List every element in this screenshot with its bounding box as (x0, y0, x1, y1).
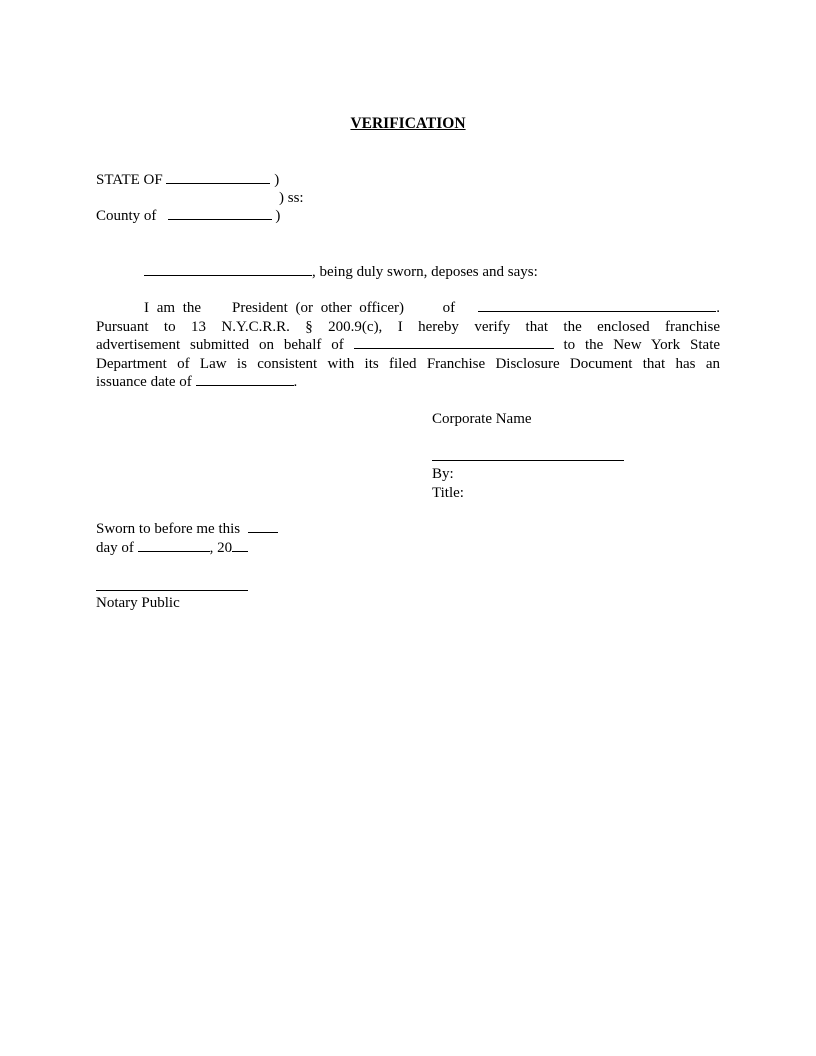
paragraph-row-4: Department of Law is consistent with its filed Franchise Disclosure Document that has an (96, 355, 720, 372)
state-line (96, 171, 279, 189)
paragraph-row-2: Pursuant to 13 N.Y.C.R.R. § 200.9(c), I hereby verify that the enclosed franchise (96, 318, 720, 335)
year-blank[interactable] (232, 539, 248, 552)
ss-label: ) ss: (279, 190, 304, 206)
paragraph-row-3 (96, 336, 720, 355)
county-line (96, 207, 280, 225)
title-label: Title: (432, 485, 464, 501)
state-label: STATE OF (96, 172, 163, 188)
officer-intro: I am the (144, 300, 202, 316)
sworn-line (96, 520, 278, 538)
new-york-text: to the New York State (563, 337, 721, 354)
corporate-name-label: Corporate Name (432, 411, 532, 427)
sworn-text: Sworn to before me this (96, 521, 241, 537)
verification-paragraph (96, 299, 720, 392)
document-title: VERIFICATION (350, 115, 466, 132)
affiant-line (144, 263, 538, 281)
county-label: County of (96, 208, 157, 224)
state-blank[interactable] (166, 171, 270, 184)
officer-role: President (or other officer) (231, 300, 404, 316)
signature-line[interactable] (432, 460, 624, 461)
company-name-blank[interactable] (478, 299, 716, 312)
advertisement-text: advertisement submitted on behalf of (96, 337, 344, 354)
day-of-label: day of (96, 540, 134, 556)
month-blank[interactable] (138, 539, 210, 552)
notary-label: Notary Public (96, 595, 180, 611)
paragraph-row-1: I am the President (or other officer) of . (144, 300, 721, 316)
state-paren: ) (274, 172, 280, 188)
day-of-line (96, 539, 248, 557)
year-prefix: , 20 (209, 540, 233, 556)
sworn-day-blank[interactable] (248, 520, 278, 533)
on-behalf-of-blank[interactable] (354, 336, 554, 349)
officer-of: of (442, 300, 456, 316)
by-label: By: (432, 466, 454, 482)
county-paren: ) (275, 208, 281, 224)
affiant-name-blank[interactable] (144, 263, 312, 276)
notary-signature-line[interactable] (96, 590, 248, 591)
county-blank[interactable] (168, 207, 272, 220)
affiant-text: , being duly sworn, deposes and says: (312, 264, 538, 280)
issuance-date-blank[interactable] (196, 373, 294, 386)
issuance-text: issuance date of (96, 374, 192, 391)
paragraph-row-5: issuance date of . (96, 374, 298, 391)
